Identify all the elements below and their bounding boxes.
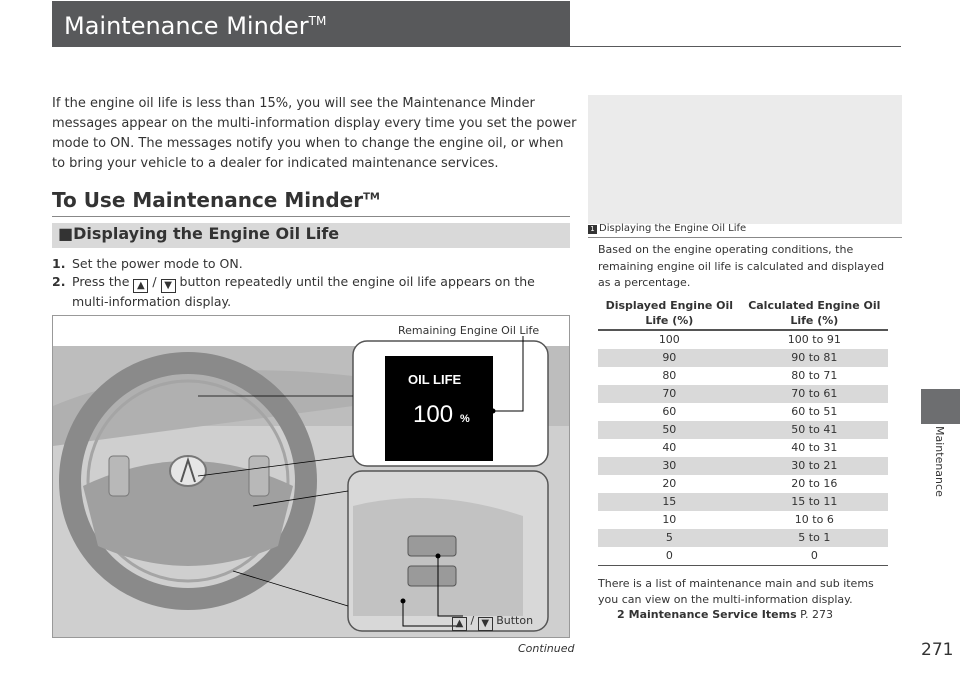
step-item <box>52 255 570 273</box>
note-icon: 1 <box>588 225 597 234</box>
table-row: 15 15 to 11 <box>598 493 888 511</box>
oil-life-table <box>598 297 888 566</box>
table-header: Calculated Engine Oil Life (%) <box>741 297 888 330</box>
step-item: 2. Press the ▲ / ▼ button repeatedly until the engine oil life appears on the multi-information display. <box>52 274 535 309</box>
table-row: 70 70 to 61 <box>598 385 888 403</box>
trademark: TM <box>308 14 327 28</box>
dashboard-drawing <box>53 316 570 638</box>
sidebar-heading: 1 Displaying the Engine Oil Life <box>588 223 746 234</box>
trademark: TM <box>363 191 380 203</box>
table-row: 40 40 to 31 <box>662 441 838 454</box>
reference-arrow-icon: 2 <box>617 608 625 621</box>
steering-wheel-illustration <box>52 315 570 638</box>
oil-life-label: OIL LIFE <box>408 372 462 387</box>
section-heading: To Use Maintenance Minder™ <box>52 188 380 212</box>
table-row: 80 80 to 71 <box>662 369 838 382</box>
table-row: 30 30 to 21 <box>598 457 888 475</box>
subsection-heading: ■Displaying the Engine Oil Life <box>58 224 340 243</box>
step-number: 1. <box>52 256 66 271</box>
cross-reference-link[interactable]: 2 Maintenance Service Items P. 273 <box>617 608 834 621</box>
table-row: 90 90 to 81 <box>598 349 888 367</box>
table-row: 0 0 <box>598 547 888 566</box>
step-text-pre: Press the <box>72 274 130 289</box>
step-text-post: button repeatedly until the engine oil life appears on the multi-information display. <box>72 274 535 309</box>
table-row: 60 60 to 51 <box>662 405 838 418</box>
chapter-label: Maintenance <box>933 426 946 497</box>
intro-paragraph: If the engine oil life is less than 15%, you will see the Maintenance Minder messages appear on the multi-information display every time you set the power mode to ON. The messages notify you when to change the engine oil, or when to bring your vehicle to a dealer for indicated maintenance services. <box>52 96 577 171</box>
table-row: 100 100 to 91 <box>658 333 841 346</box>
section-rule <box>52 216 570 217</box>
sidebar-paragraph: There is a list of maintenance main and sub items you can view on the multi-information display. <box>598 577 874 606</box>
continued-label: Continued <box>518 642 575 655</box>
oil-life-value: 100 <box>413 401 454 428</box>
info-up-button-icon: ▲ <box>133 279 148 293</box>
table-row: 10 10 to 6 <box>662 513 834 526</box>
step-number: 2. <box>52 274 66 289</box>
table-header: Displayed Engine Oil Life (%) <box>598 297 741 330</box>
steps-list <box>52 255 570 311</box>
info-up-button-icon: ▲ <box>452 617 467 631</box>
oil-life-unit: % <box>460 413 470 425</box>
table-row: 5 5 to 1 <box>598 529 888 547</box>
chapter-tab <box>921 389 960 424</box>
down-button-icon: ▼ <box>478 617 493 631</box>
callout-oil-life: Remaining Engine Oil Life <box>398 324 540 337</box>
sidebar-paragraph: Based on the engine operating conditions, the remaining engine oil life is calculated and displayed as a percentage. <box>598 243 885 289</box>
table-row: 50 50 to 41 <box>598 421 888 439</box>
page-title: Maintenance Minder™ <box>64 12 327 40</box>
sidebar-rule <box>588 237 902 238</box>
step-text: Set the power mode to ON. <box>72 256 243 271</box>
table-row: 20 20 to 16 <box>662 477 838 490</box>
callout-button: ▲ / ▼ Button <box>452 614 533 631</box>
header-rule <box>52 46 901 47</box>
down-button-icon: ▼ <box>161 279 176 293</box>
page-number: 271 <box>921 640 954 660</box>
